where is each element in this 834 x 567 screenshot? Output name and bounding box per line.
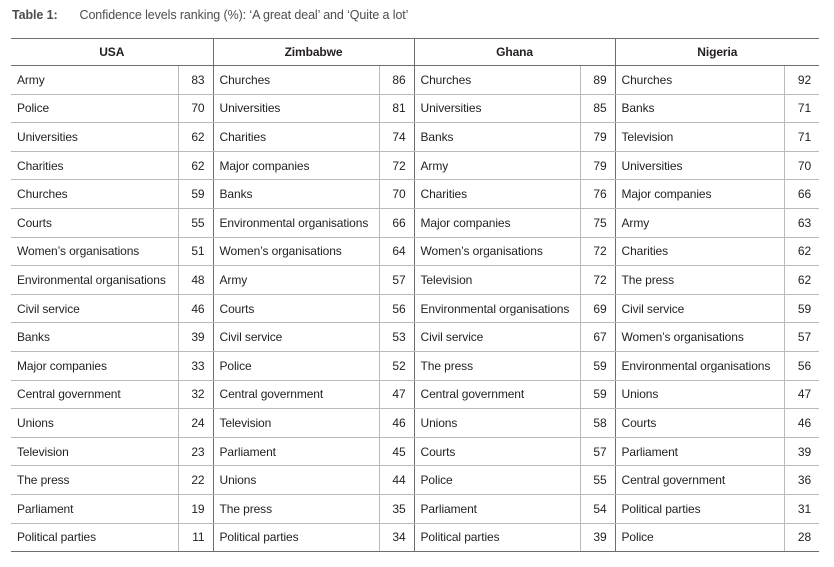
table-caption-label: Table 1: xyxy=(12,8,58,22)
percentage-cell-zimbabwe: 86 xyxy=(379,66,414,95)
institution-cell-zimbabwe: Central government xyxy=(213,380,379,409)
table-row xyxy=(11,494,819,523)
percentage-cell-nigeria: 31 xyxy=(784,494,819,523)
institution-cell-zimbabwe: Churches xyxy=(213,66,379,95)
percentage-cell-usa: 51 xyxy=(178,237,213,266)
institution-cell-usa: Women’s organisations xyxy=(11,237,178,266)
percentage-cell-usa: 83 xyxy=(178,66,213,95)
percentage-cell-nigeria: 62 xyxy=(784,266,819,295)
percentage-cell-ghana: 89 xyxy=(580,66,615,95)
percentage-cell-usa: 62 xyxy=(178,151,213,180)
percentage-cell-usa: 59 xyxy=(178,180,213,209)
percentage-cell-zimbabwe: 52 xyxy=(379,351,414,380)
percentage-cell-zimbabwe: 46 xyxy=(379,409,414,438)
percentage-cell-ghana: 54 xyxy=(580,494,615,523)
percentage-cell-nigeria: 28 xyxy=(784,523,819,552)
percentage-cell-ghana: 55 xyxy=(580,466,615,495)
percentage-cell-nigeria: 59 xyxy=(784,294,819,323)
institution-cell-ghana: The press xyxy=(414,351,580,380)
percentage-cell-ghana: 39 xyxy=(580,523,615,552)
percentage-cell-nigeria: 47 xyxy=(784,380,819,409)
institution-cell-nigeria: Churches xyxy=(615,66,784,95)
column-header-usa: USA xyxy=(11,39,213,66)
institution-cell-zimbabwe: Political parties xyxy=(213,523,379,552)
percentage-cell-usa: 22 xyxy=(178,466,213,495)
institution-cell-nigeria: Police xyxy=(615,523,784,552)
institution-cell-usa: Parliament xyxy=(11,494,178,523)
table-row xyxy=(11,437,819,466)
institution-cell-ghana: Universities xyxy=(414,94,580,123)
institution-cell-ghana: Banks xyxy=(414,123,580,152)
column-header-ghana: Ghana xyxy=(414,39,615,66)
institution-cell-usa: Charities xyxy=(11,151,178,180)
percentage-cell-nigeria: 71 xyxy=(784,123,819,152)
institution-cell-zimbabwe: Television xyxy=(213,409,379,438)
percentage-cell-nigeria: 56 xyxy=(784,351,819,380)
percentage-cell-usa: 24 xyxy=(178,409,213,438)
percentage-cell-zimbabwe: 53 xyxy=(379,323,414,352)
institution-cell-nigeria: The press xyxy=(615,266,784,295)
institution-cell-zimbabwe: Universities xyxy=(213,94,379,123)
table-row xyxy=(11,351,819,380)
institution-cell-ghana: Charities xyxy=(414,180,580,209)
percentage-cell-nigeria: 63 xyxy=(784,208,819,237)
percentage-cell-ghana: 72 xyxy=(580,266,615,295)
confidence-ranking-table xyxy=(11,38,819,552)
institution-cell-nigeria: Civil service xyxy=(615,294,784,323)
institution-cell-ghana: Civil service xyxy=(414,323,580,352)
institution-cell-zimbabwe: Major companies xyxy=(213,151,379,180)
percentage-cell-zimbabwe: 64 xyxy=(379,237,414,266)
institution-cell-zimbabwe: The press xyxy=(213,494,379,523)
institution-cell-zimbabwe: Unions xyxy=(213,466,379,495)
table-row xyxy=(11,409,819,438)
institution-cell-zimbabwe: Parliament xyxy=(213,437,379,466)
percentage-cell-ghana: 75 xyxy=(580,208,615,237)
percentage-cell-nigeria: 46 xyxy=(784,409,819,438)
percentage-cell-usa: 19 xyxy=(178,494,213,523)
institution-cell-usa: Civil service xyxy=(11,294,178,323)
percentage-cell-nigeria: 57 xyxy=(784,323,819,352)
column-header-zimbabwe: Zimbabwe xyxy=(213,39,414,66)
table-row xyxy=(11,94,819,123)
percentage-cell-usa: 62 xyxy=(178,123,213,152)
percentage-cell-usa: 46 xyxy=(178,294,213,323)
institution-cell-usa: Environmental organisations xyxy=(11,266,178,295)
table-row xyxy=(11,66,819,95)
table-row xyxy=(11,151,819,180)
institution-cell-ghana: Television xyxy=(414,266,580,295)
institution-cell-zimbabwe: Army xyxy=(213,266,379,295)
table-row xyxy=(11,123,819,152)
percentage-cell-usa: 33 xyxy=(178,351,213,380)
institution-cell-usa: The press xyxy=(11,466,178,495)
percentage-cell-ghana: 57 xyxy=(580,437,615,466)
institution-cell-usa: Universities xyxy=(11,123,178,152)
institution-cell-usa: Police xyxy=(11,94,178,123)
table-row xyxy=(11,180,819,209)
percentage-cell-nigeria: 66 xyxy=(784,180,819,209)
percentage-cell-zimbabwe: 66 xyxy=(379,208,414,237)
header-row xyxy=(11,39,819,66)
percentage-cell-usa: 55 xyxy=(178,208,213,237)
column-header-nigeria: Nigeria xyxy=(615,39,819,66)
institution-cell-zimbabwe: Banks xyxy=(213,180,379,209)
table-row xyxy=(11,523,819,552)
percentage-cell-usa: 70 xyxy=(178,94,213,123)
percentage-cell-ghana: 72 xyxy=(580,237,615,266)
percentage-cell-nigeria: 62 xyxy=(784,237,819,266)
table-row xyxy=(11,466,819,495)
percentage-cell-ghana: 85 xyxy=(580,94,615,123)
institution-cell-usa: Television xyxy=(11,437,178,466)
institution-cell-usa: Courts xyxy=(11,208,178,237)
institution-cell-usa: Churches xyxy=(11,180,178,209)
institution-cell-ghana: Churches xyxy=(414,66,580,95)
percentage-cell-zimbabwe: 45 xyxy=(379,437,414,466)
institution-cell-ghana: Police xyxy=(414,466,580,495)
percentage-cell-usa: 48 xyxy=(178,266,213,295)
percentage-cell-nigeria: 39 xyxy=(784,437,819,466)
institution-cell-nigeria: Television xyxy=(615,123,784,152)
institution-cell-usa: Central government xyxy=(11,380,178,409)
institution-cell-ghana: Courts xyxy=(414,437,580,466)
institution-cell-zimbabwe: Women’s organisations xyxy=(213,237,379,266)
institution-cell-nigeria: Women’s organisations xyxy=(615,323,784,352)
percentage-cell-ghana: 59 xyxy=(580,351,615,380)
percentage-cell-zimbabwe: 34 xyxy=(379,523,414,552)
institution-cell-zimbabwe: Environmental organisations xyxy=(213,208,379,237)
table-caption-text: Confidence levels ranking (%): ‘A great deal’ and ‘Quite a lot’ xyxy=(79,8,409,22)
institution-cell-ghana: Political parties xyxy=(414,523,580,552)
institution-cell-ghana: Parliament xyxy=(414,494,580,523)
institution-cell-nigeria: Parliament xyxy=(615,437,784,466)
institution-cell-nigeria: Universities xyxy=(615,151,784,180)
table-row xyxy=(11,323,819,352)
percentage-cell-ghana: 79 xyxy=(580,151,615,180)
institution-cell-nigeria: Environmental organisations xyxy=(615,351,784,380)
percentage-cell-ghana: 58 xyxy=(580,409,615,438)
institution-cell-usa: Army xyxy=(11,66,178,95)
institution-cell-ghana: Army xyxy=(414,151,580,180)
percentage-cell-nigeria: 70 xyxy=(784,151,819,180)
percentage-cell-zimbabwe: 44 xyxy=(379,466,414,495)
table-row xyxy=(11,237,819,266)
institution-cell-zimbabwe: Charities xyxy=(213,123,379,152)
institution-cell-ghana: Environmental organisations xyxy=(414,294,580,323)
institution-cell-usa: Political parties xyxy=(11,523,178,552)
percentage-cell-zimbabwe: 56 xyxy=(379,294,414,323)
percentage-cell-zimbabwe: 74 xyxy=(379,123,414,152)
percentage-cell-ghana: 76 xyxy=(580,180,615,209)
percentage-cell-ghana: 79 xyxy=(580,123,615,152)
institution-cell-zimbabwe: Police xyxy=(213,351,379,380)
institution-cell-usa: Major companies xyxy=(11,351,178,380)
percentage-cell-zimbabwe: 57 xyxy=(379,266,414,295)
table-row xyxy=(11,266,819,295)
percentage-cell-zimbabwe: 47 xyxy=(379,380,414,409)
institution-cell-nigeria: Central government xyxy=(615,466,784,495)
institution-cell-usa: Banks xyxy=(11,323,178,352)
institution-cell-nigeria: Major companies xyxy=(615,180,784,209)
table-row xyxy=(11,294,819,323)
institution-cell-nigeria: Banks xyxy=(615,94,784,123)
percentage-cell-usa: 39 xyxy=(178,323,213,352)
percentage-cell-ghana: 69 xyxy=(580,294,615,323)
institution-cell-ghana: Major companies xyxy=(414,208,580,237)
percentage-cell-nigeria: 92 xyxy=(784,66,819,95)
percentage-cell-zimbabwe: 35 xyxy=(379,494,414,523)
percentage-cell-usa: 23 xyxy=(178,437,213,466)
institution-cell-usa: Unions xyxy=(11,409,178,438)
percentage-cell-nigeria: 36 xyxy=(784,466,819,495)
percentage-cell-zimbabwe: 72 xyxy=(379,151,414,180)
percentage-cell-usa: 32 xyxy=(178,380,213,409)
percentage-cell-ghana: 67 xyxy=(580,323,615,352)
institution-cell-nigeria: Charities xyxy=(615,237,784,266)
institution-cell-ghana: Women’s organisations xyxy=(414,237,580,266)
institution-cell-ghana: Unions xyxy=(414,409,580,438)
institution-cell-zimbabwe: Civil service xyxy=(213,323,379,352)
institution-cell-zimbabwe: Courts xyxy=(213,294,379,323)
institution-cell-nigeria: Army xyxy=(615,208,784,237)
table-body xyxy=(11,66,819,552)
institution-cell-nigeria: Political parties xyxy=(615,494,784,523)
table-caption xyxy=(12,8,408,22)
percentage-cell-zimbabwe: 70 xyxy=(379,180,414,209)
table-row xyxy=(11,208,819,237)
institution-cell-nigeria: Unions xyxy=(615,380,784,409)
institution-cell-ghana: Central government xyxy=(414,380,580,409)
percentage-cell-usa: 11 xyxy=(178,523,213,552)
percentage-cell-ghana: 59 xyxy=(580,380,615,409)
institution-cell-nigeria: Courts xyxy=(615,409,784,438)
percentage-cell-zimbabwe: 81 xyxy=(379,94,414,123)
table-row xyxy=(11,380,819,409)
percentage-cell-nigeria: 71 xyxy=(784,94,819,123)
